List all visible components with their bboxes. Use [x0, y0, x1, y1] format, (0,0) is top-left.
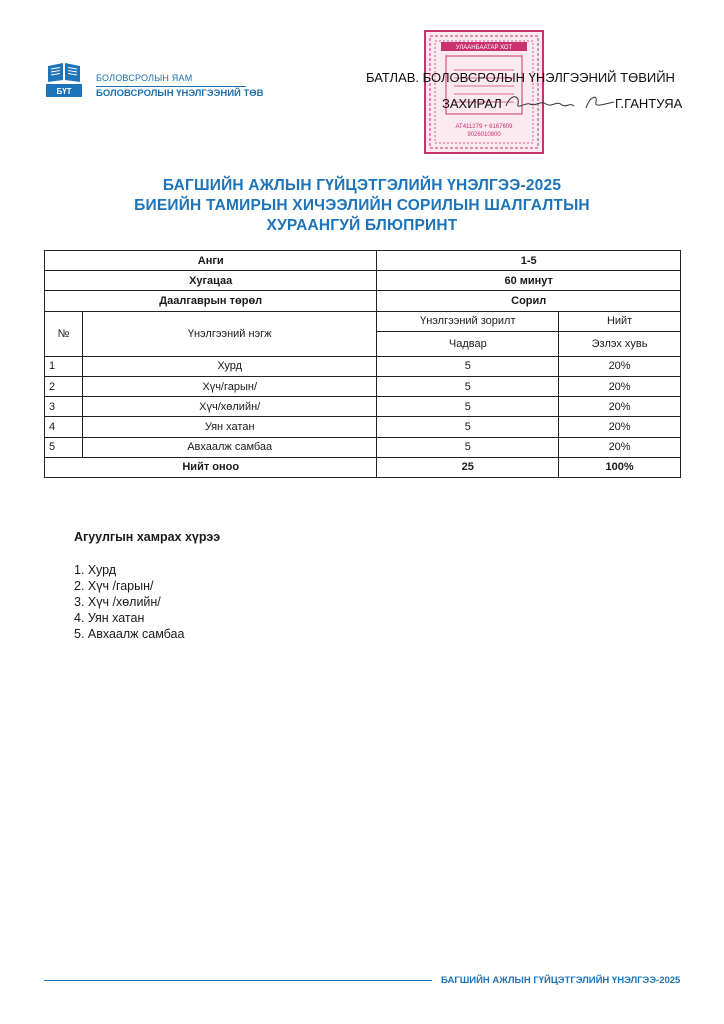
document-title — [0, 176, 724, 236]
row-num: 1 — [45, 356, 83, 376]
header-share: Эзлэх хувь — [559, 331, 681, 356]
duration-value: 60 минут — [377, 271, 681, 291]
title-line-3: ХУРААНГУЙ БЛЮПРИНТ — [266, 217, 458, 234]
footer-text: БАГШИЙН АЖЛЫН ГҮЙЦЭТГЭЛИЙН ҮНЭЛГЭЭ-2025 — [441, 975, 681, 986]
row-unit: Хүч/хөлийн/ — [82, 397, 376, 417]
task-type-value: Сорил — [377, 291, 681, 311]
content-scope-list — [74, 562, 184, 642]
row-skill: 5 — [377, 376, 559, 396]
center-name: БОЛОВСРОЛЫН ҮНЭЛГЭЭНИЙ ТӨВ — [96, 88, 264, 99]
table-row — [45, 397, 681, 417]
total-label: Нийт оноо — [45, 457, 377, 477]
row-num: 4 — [45, 417, 83, 437]
table-row — [45, 356, 681, 376]
row-share: 20% — [559, 376, 681, 396]
header-num: № — [45, 311, 83, 356]
row-skill: 5 — [377, 417, 559, 437]
row-unit: Хүч/гарын/ — [82, 376, 376, 396]
logo-divider — [96, 86, 246, 87]
table-row — [45, 437, 681, 457]
list-item: 3. Хүч /хөлийн/ — [74, 595, 161, 609]
header-row-1 — [45, 311, 681, 331]
grade-label: Анги — [45, 251, 377, 271]
task-type-label: Даалгаврын төрөл — [45, 291, 377, 311]
table-row — [45, 417, 681, 437]
header-objective: Үнэлгээний зорилт — [377, 311, 559, 331]
blueprint-table — [44, 250, 681, 478]
row-unit: Хурд — [82, 356, 376, 376]
signature-icon — [500, 88, 618, 114]
title-line-1: БАГШИЙН АЖЛЫН ГҮЙЦЭТГЭЛИЙН ҮНЭЛГЭЭ-2025 — [162, 177, 562, 194]
total-row — [45, 457, 681, 477]
row-share: 20% — [559, 356, 681, 376]
row-share: 20% — [559, 417, 681, 437]
row-num: 3 — [45, 397, 83, 417]
row-unit: Авхаалж самбаа — [82, 437, 376, 457]
list-item: 1. Хурд — [74, 563, 117, 577]
total-skill: 25 — [377, 457, 559, 477]
meta-row-task-type — [45, 291, 681, 311]
table-row — [45, 376, 681, 396]
logo-mark-text: БҮТ — [56, 87, 72, 96]
director-name: Г.ГАНТУЯА — [615, 96, 683, 111]
footer-divider — [44, 980, 432, 981]
stamp-city: УЛААНБААТАР ХОТ — [455, 45, 513, 51]
list-item: 5. Авхаалж самбаа — [74, 627, 185, 641]
header-total: Нийт — [559, 311, 681, 331]
book-logo-icon — [44, 60, 84, 98]
row-num: 5 — [45, 437, 83, 457]
meta-row-grade — [45, 251, 681, 271]
approval-title: БАТЛАВ. БОЛОВСРОЛЫН ҮНЭЛГЭЭНИЙ ТӨВИЙН — [366, 70, 675, 85]
row-num: 2 — [45, 376, 83, 396]
row-skill: 5 — [377, 397, 559, 417]
row-share: 20% — [559, 437, 681, 457]
total-share: 100% — [559, 457, 681, 477]
row-share: 20% — [559, 397, 681, 417]
stamp-reg: АТ411279 + 6167609 — [455, 124, 513, 130]
row-unit: Уян хатан — [82, 417, 376, 437]
title-line-2: БИЕИЙН ТАМИРЫН ХИЧЭЭЛИЙН СОРИЛЫН ШАЛГАЛТЫН — [134, 197, 590, 214]
ministry-name: БОЛОВСРОЛЫН ЯАМ — [96, 73, 193, 83]
row-skill: 5 — [377, 437, 559, 457]
header-unit: Үнэлгээний нэгж — [82, 311, 376, 356]
stamp-code: 9026010800 — [467, 132, 501, 138]
row-skill: 5 — [377, 356, 559, 376]
content-scope-title: Агуулгын хамрах хүрээ — [74, 530, 221, 544]
header-skill: Чадвар — [377, 331, 559, 356]
grade-value: 1-5 — [377, 251, 681, 271]
meta-row-duration — [45, 271, 681, 291]
list-item: 2. Хүч /гарын/ — [74, 579, 154, 593]
list-item: 4. Уян хатан — [74, 611, 145, 625]
approval-role: ЗАХИРАЛ — [442, 96, 502, 111]
duration-label: Хугацаа — [45, 271, 377, 291]
organization-logo — [44, 60, 274, 100]
